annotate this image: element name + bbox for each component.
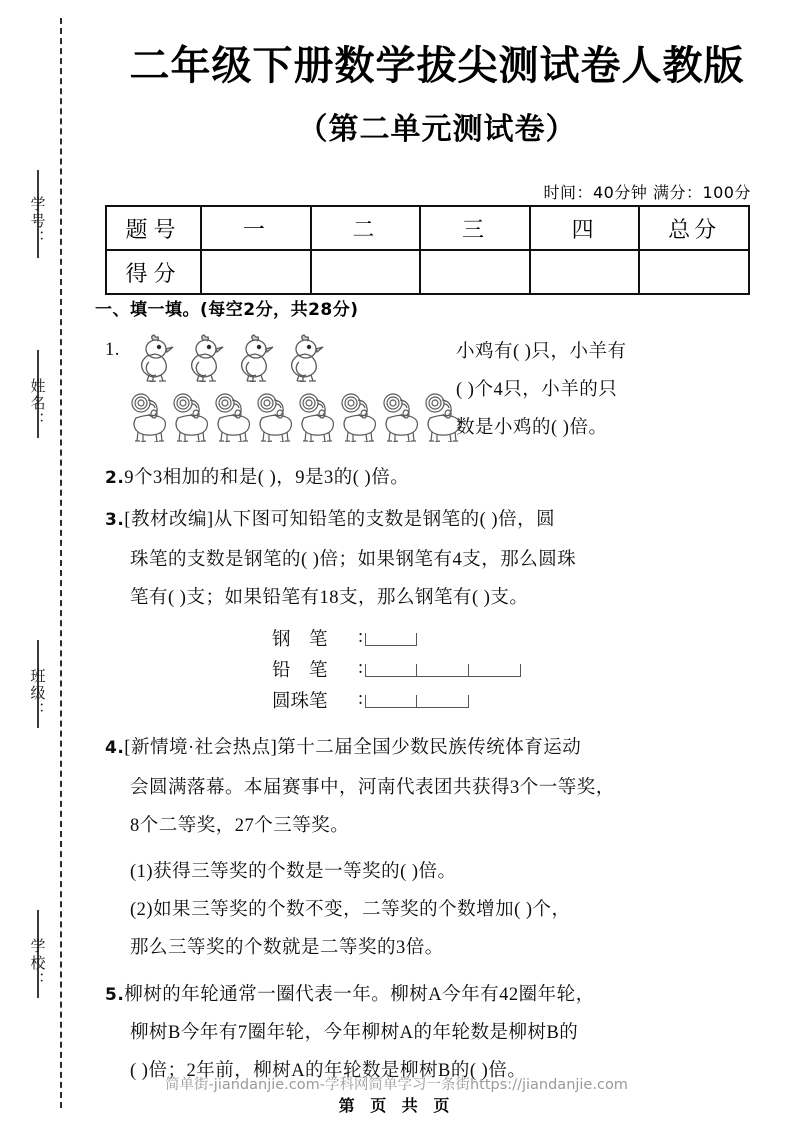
question-3-text-line-2: 珠笔的支数是钢笔的( )倍；如果钢笔有4支，那么圆珠 [130,550,577,570]
question-2-text: 9个3相加的和是( )，9是3的( )倍。 [124,468,410,488]
pen-bar-diagram [272,622,521,715]
chick-illustration-row [133,334,327,382]
sheep-icon [338,390,379,442]
score-table-col-2: 二 [311,206,421,250]
sidebar-field-label: 学号： [28,196,45,247]
score-cell-2[interactable] [311,250,421,294]
bar-row-pencil [272,653,521,684]
question-4-sub-2-line-1: (2)如果三等奖的个数不变，二等奖的个数增加( )个， [130,900,571,920]
question-5-text-line-3: ( )倍；2年前，柳树A的年轮数是柳树B的( )倍。 [130,1061,527,1081]
sidebar-field-student-id[interactable] [14,196,60,247]
bar-units-1 [365,629,417,646]
sheep-icon [296,390,337,442]
sidebar-field-class[interactable] [14,668,60,719]
question-3-text-line-1: [教材改编]从下图可知铅笔的支数是钢笔的( )倍，圆 [124,510,556,530]
question-1-text-line-2: ( )个4只，小羊的只 [456,380,618,400]
table-row-question-numbers [106,206,749,250]
score-table-col-4: 四 [530,206,640,250]
question-4-number: 4. [105,738,125,758]
sidebar-field-name[interactable] [14,378,60,429]
sidebar-field-label: 姓名： [28,378,45,429]
sidebar-field-school[interactable] [14,938,60,989]
score-table-col-total: 总分 [639,206,749,250]
question-4-text-line-1: [新情境·社会热点]第十二届全国少数民族传统体育运动 [124,738,582,758]
sidebar-field-label: 学校： [28,938,45,989]
score-table-col-3: 三 [420,206,530,250]
bar-colon: : [358,689,364,709]
score-cell-total[interactable] [639,250,749,294]
score-table-row-header: 得分 [106,250,201,294]
site-watermark: 简单街-jiandanjie.com-学科网简单学习一条街https://jiandanjie.com [165,1077,628,1093]
bar-segment [365,664,417,677]
question-5-text-line-1: 柳树的年轮通常一圈代表一年。柳树A今年有42圈年轮， [124,985,595,1005]
score-cell-4[interactable] [530,250,640,294]
sheep-icon [128,390,169,442]
chick-icon [233,334,277,382]
chick-icon [183,334,227,382]
question-1-text-line-3: 数是小鸡的( )倍。 [456,418,608,438]
bar-label: 铅 笔 [272,660,328,681]
page-title: 二年级下册数学拔尖测试卷人教版 [129,43,745,89]
sheep-illustration-row [128,390,463,442]
bar-units-3 [365,660,521,677]
bar-units-2 [365,691,469,708]
chick-icon [283,334,327,382]
question-4-text-line-2: 会圆满落幕。本届赛事中，河南代表团共获得3个一等奖， [130,778,615,798]
score-table [105,205,750,295]
bar-label: 钢 笔 [272,629,328,650]
bar-segment [417,664,469,677]
question-5-number: 5. [105,985,125,1005]
chick-icon [133,334,177,382]
page-footer: 第 页 共 页 [338,1096,455,1115]
bar-segment [365,633,417,646]
bar-row-ballpoint-pen [272,684,521,715]
question-3-text-line-3: 笔有( )支；如果铅笔有18支，那么钢笔有( )支。 [130,588,529,608]
question-4-line-1 [105,728,581,768]
exam-meta-info: 时间：40分钟 满分：100分 [543,183,751,202]
sheep-icon [212,390,253,442]
score-cell-3[interactable] [420,250,530,294]
question-2-number: 2. [105,468,125,488]
question-4-sub-1: (1)获得三等奖的个数是一等奖的( )倍。 [130,862,457,882]
question-3-line-1 [105,500,555,540]
sheep-icon [170,390,211,442]
binding-dashed-line [60,18,62,1108]
page-subtitle: （第二单元测试卷） [297,112,577,147]
bar-label: 圆珠笔 [272,691,328,712]
bar-segment [417,695,469,708]
score-table-row-header: 题号 [106,206,201,250]
score-table-col-1: 一 [201,206,311,250]
bar-colon: : [358,658,364,678]
question-3-number: 3. [105,510,125,530]
table-row-scores [106,250,749,294]
score-cell-1[interactable] [201,250,311,294]
sheep-icon [254,390,295,442]
section-heading-1: 一、填一填。(每空2分，共28分) [95,300,359,320]
question-5-text-line-2: 柳树B今年有7圈年轮，今年柳树A的年轮数是柳树B的 [130,1023,579,1043]
question-2 [105,458,409,498]
sidebar-field-label: 班级： [28,668,45,719]
sheep-icon [380,390,421,442]
bar-segment [365,695,417,708]
student-info-sidebar [0,0,92,1122]
question-1-number: 1. [105,340,120,360]
question-4-text-line-3: 8个二等奖，27个三等奖。 [130,816,350,836]
bar-segment [469,664,521,677]
question-5-line-1 [105,975,595,1015]
question-4-sub-2-line-2: 那么三等奖的个数就是二等奖的3倍。 [130,938,444,958]
bar-row-fountain-pen [272,622,521,653]
bar-colon: : [358,627,364,647]
question-1-text-line-1: 小鸡有( )只，小羊有 [456,342,627,362]
